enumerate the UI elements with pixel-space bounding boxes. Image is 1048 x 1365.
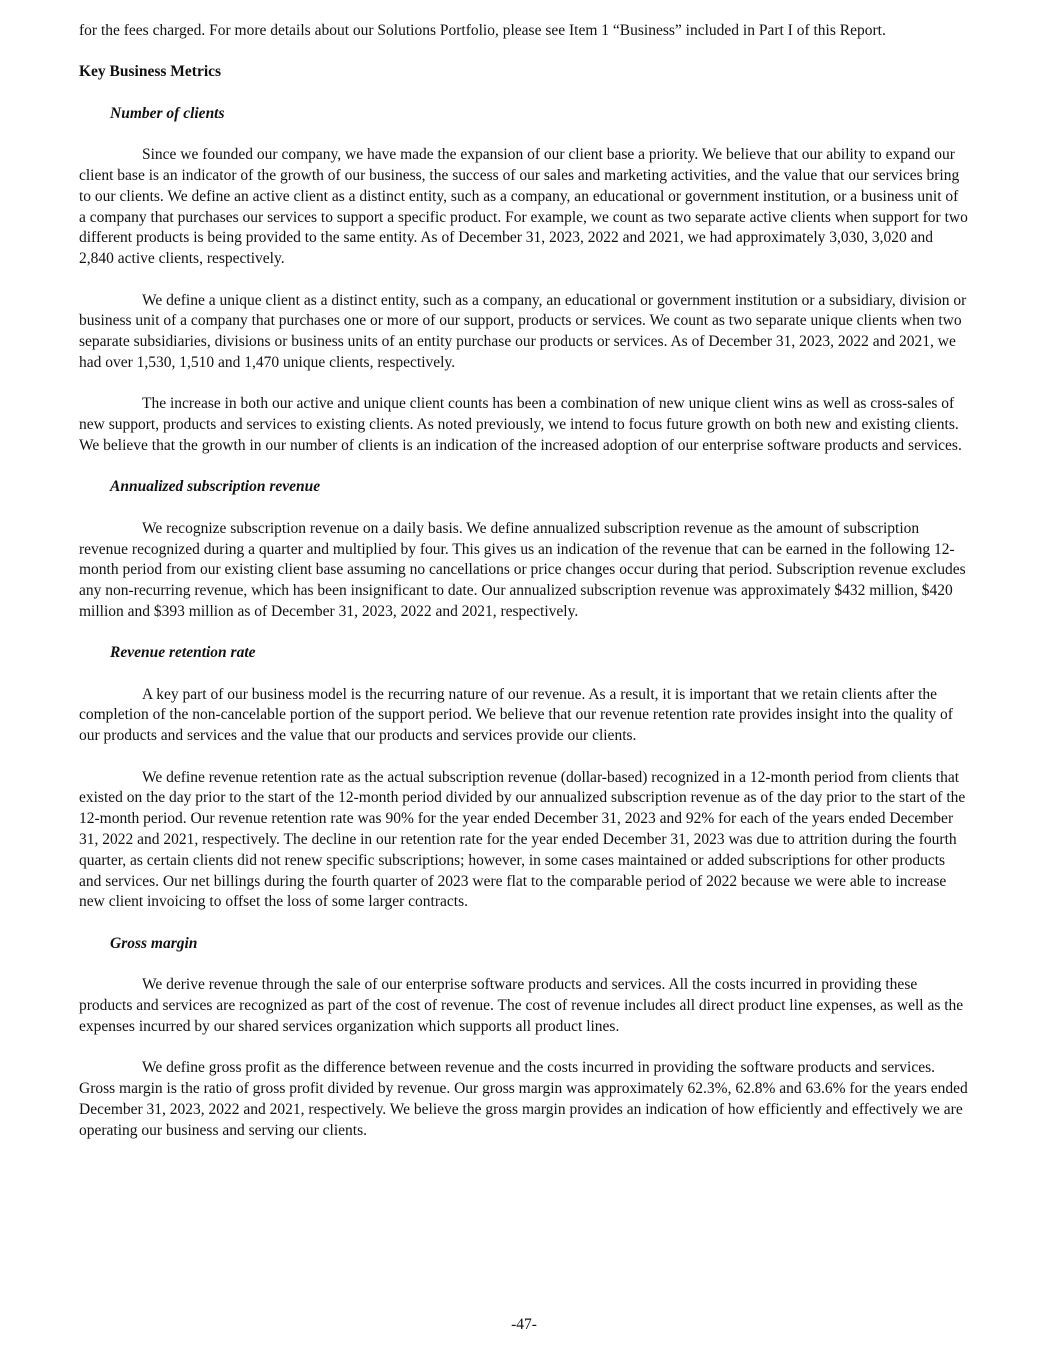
subheading-revenue-retention-rate: Revenue retention rate xyxy=(110,644,256,662)
subheading-gross-margin: Gross margin xyxy=(110,934,198,952)
section-heading-key-business-metrics: Key Business Metrics xyxy=(79,63,222,81)
paragraph-cost-of-revenue: We derive revenue through the sale of our enterprise software products and services. All the costs incurred in providing these products and services are recognized as part of the cost of revenue. The cost of revenue includes all direct product line expenses, as well as the expenses incurred by our shared services organization which supports all product lines. xyxy=(79,976,964,1035)
paragraph-retention-rate-definition: We define revenue retention rate as the actual subscription revenue (dollar-based) recognized in a 12-month period from clients that existed on the day prior to the start of the 12-month period divided by our annualized subscription revenue as of the day prior to the start of the 12-month period. Our revenue retention rate was 90% for the year ended December 31, 2023 and 92% for each of the years ended December 31, 2022 and 2021, respectively. The decline in our retention rate for the year ended December 31, 2023 was due to attrition during the fourth quarter, as certain clients did not renew specific subscriptions; however, in some cases maintained or added subscriptions for other products and services. Our net billings during the fourth quarter of 2023 were flat to the comparable period of 2022 because we were able to increase new client invoicing to offset the loss of some larger contracts. xyxy=(79,768,966,911)
paragraph-gross-margin-definition: We define gross profit as the difference between revenue and the costs incurred in providing the software products and services. Gross margin is the ratio of gross profit divided by revenue. Our gross margin was approximately 62.3%, 62.8% and 63.6% for the years ended December 31, 2023, 2022 and 2021, respectively. We believe the gross margin provides an indication of how efficiently and effectively we are operating our business and serving our clients. xyxy=(79,1059,968,1139)
intro-paragraph: for the fees charged. For more details about our Solutions Portfolio, please see Item 1 “Business” included in Part I of this Report. xyxy=(79,22,886,39)
paragraph-recurring-revenue: A key part of our business model is the recurring nature of our revenue. As a result, it is important that we retain clients after the completion of the non-cancelable portion of the support period. We believe that our revenue retention rate provides insight into the quality of our products and services and the value that our products and services provide our clients. xyxy=(79,685,953,745)
subheading-number-of-clients: Number of clients xyxy=(110,104,225,122)
paragraph-unique-clients: We define a unique client as a distinct entity, such as a company, an educational or government institution or a subsidiary, division or business unit of a company that purchases one or more of our support, products or services. We count as two separate unique clients when two separate subsidiaries, divisions or business units of an entity purchase our products or services. As of December 31, 2023, 2022 and 2021, we had over 1,530, 1,510 and 1,470 unique clients, respectively. xyxy=(79,291,967,371)
paragraph-client-growth: The increase in both our active and unique client counts has been a combination of new unique client wins as well as cross-sales of new support, products and services to existing clients. As noted previously, we intend to focus future growth on both new and existing clients. We believe that the growth in our number of clients is an indication of the increased adoption of our enterprise software products and services. xyxy=(79,395,962,454)
paragraph-subscription-revenue: We recognize subscription revenue on a daily basis. We define annualized subscription revenue as the amount of subscription revenue recognized during a quarter and multiplied by four. This gives us an indication of the revenue that can be earned in the following 12-month period from our existing client base assuming no cancellations or price changes occur during that period. Subscription revenue excludes any non-recurring revenue, which has been insignificant to date. Our annualized subscription revenue was approximately $432 million, $420 million and $393 million as of December 31, 2023, 2022 and 2021, respectively. xyxy=(79,519,966,620)
subheading-annualized-subscription-revenue: Annualized subscription revenue xyxy=(110,478,321,496)
page-number: -47- xyxy=(511,1316,537,1333)
paragraph-active-clients: Since we founded our company, we have made the expansion of our client base a priority. We believe that our ability to expand our client base is an indicator of the growth of our business, the success of our sales and marketing activities, and the value that our services bring to our clients. We define an active client as a distinct entity, such as a company, an educational or government institution, or a business unit of a company that purchases our services to support a specific product. For example, we count as two separate active clients when support for two different products is being provided to the same entity. As of December 31, 2023, 2022 and 2021, we had approximately 3,030, 3,020 and 2,840 active clients, respectively. xyxy=(79,146,968,268)
